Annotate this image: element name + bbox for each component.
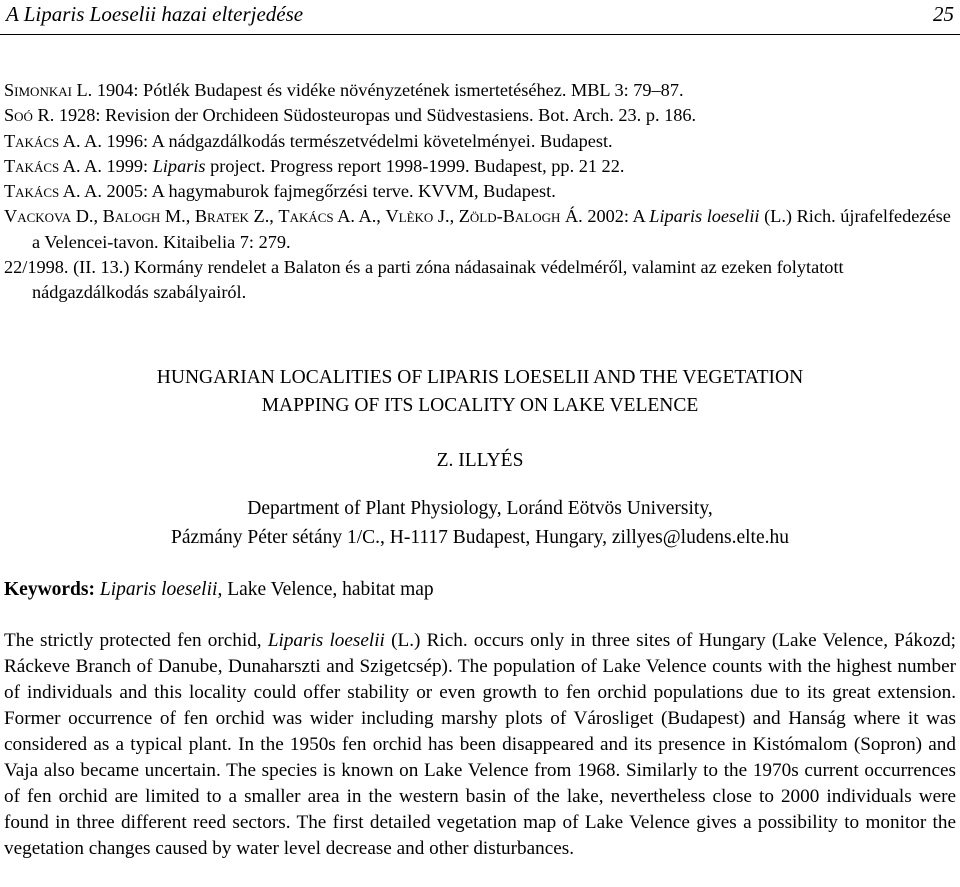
reference-text: Á. 2002: A: [560, 206, 650, 227]
reference-author: Takács: [4, 181, 60, 202]
reference-taxon: Liparis: [152, 155, 206, 176]
reference-text: D.,: [71, 206, 103, 227]
reference-text: A. A. 1999:: [59, 155, 153, 176]
abstract-part-1: The strictly protected fen orchid,: [4, 630, 268, 651]
reference-author: Zöld-Balogh: [458, 206, 561, 227]
reference-entry: [4, 129, 956, 154]
running-header: [0, 0, 960, 35]
abstract-part-2: (L.) Rich. occurs only in three sites of Hungary (Lake Velence, Pákozd; Ráckeve Branch of Danube, Dunaharszti and Szigetcsép). The population of Lake Velence counts with the highest number of individuals and this locality could offer stability or even growth to fen orchid populations due to its great extension. Former occurrence of fen orchid was wider including marshy plots of Városliget (Budapest) and Hanság where it was considered as a typical plant. In the 1950s fen orchid has been disappeared and its presence in Kistómalom (Sopron) and Vaja also became uncertain. The species is known on Lake Velence from 1968. Similarly to the 1970s current occurrences of fen orchid are limited to a smaller area in the western basin of the lake, nevertheless close to 2000 individuals were found in three different reed sectors. The first detailed vegetation map of Lake Velence gives a possibility to monitor the vegetation changes caused by water level decrease and other disturbances.: [4, 630, 957, 859]
reference-entry: [4, 204, 956, 255]
reference-author: Soó: [4, 105, 33, 126]
keywords-species: Liparis loeselii: [99, 579, 218, 600]
reference-author: Bratek: [194, 206, 249, 227]
running-title: A Liparis Loeselii hazai elterjedése: [6, 2, 304, 26]
article-title-line-1: HUNGARIAN LOCALITIES OF LIPARIS LOESELII AND THE VEGETATION: [156, 367, 804, 388]
reference-author: Simonkai: [4, 80, 72, 100]
keywords-rest: , Lake Velence, habitat map: [217, 579, 434, 600]
author-affiliation: [0, 494, 960, 552]
reference-author: Takács: [4, 155, 60, 176]
reference-entry: [4, 154, 956, 179]
reference-text: A. A. 2005: A hagymaburok fajmegőrzési terve. KVVM, Budapest.: [59, 181, 556, 202]
abstract-species: Liparis loeselii: [267, 630, 385, 651]
reference-author: Vlèko: [385, 206, 434, 227]
page-number: 25: [933, 2, 954, 26]
reference-text: (L.) Rich. újrafelfedezése a Velencei-tavon. Kitaibelia 7: 279.: [32, 206, 951, 252]
abstract-paragraph: [4, 628, 956, 862]
reference-text: M.,: [160, 206, 195, 227]
article-title-line-2: MAPPING OF ITS LOCALITY ON LAKE VELENCE: [261, 395, 699, 416]
reference-entry: [4, 255, 956, 306]
author-name: Z. ILLYÉS: [436, 450, 524, 471]
reference-text: J.,: [433, 206, 459, 227]
affiliation-line-1: Department of Plant Physiology, Loránd Eötvös University,: [247, 498, 713, 519]
reference-taxon: Liparis loeselii: [649, 206, 760, 227]
keywords-label: Keywords:: [4, 579, 95, 600]
reference-text: A. A. 1996: A nádgazdálkodás természetvédelmi követelményei. Budapest.: [59, 130, 613, 151]
reference-text: L. 1904: Pótlék Budapest és vidéke növényzetének ismertetéséhez. MBL 3: 79–87.: [71, 80, 684, 100]
reference-list: [4, 78, 956, 306]
reference-author: Balogh: [102, 206, 161, 227]
reference-entry: [4, 179, 956, 204]
reference-text: Z.,: [248, 206, 279, 227]
reference-entry: [4, 78, 956, 103]
reference-text: R. 1928: Revision der Orchideen Südosteuropas und Südvestasiens. Bot. Arch. 23. p. 186.: [32, 105, 697, 126]
affiliation-line-2: Pázmány Péter sétány 1/C., H-1117 Budapest, Hungary, zillyes@ludens.elte.hu: [171, 527, 789, 548]
reference-entry: [4, 103, 956, 128]
keywords-line: [4, 577, 434, 603]
reference-author: Takács: [278, 206, 334, 227]
reference-text: 22/1998. (II. 13.) Kormány rendelet a Balaton és a parti zóna nádasainak védelméről, valamint az ezeken folytatott nádgazdálkodás szabályairól.: [4, 257, 844, 303]
reference-author: Takács: [4, 130, 60, 151]
article-title: [0, 364, 960, 420]
reference-author: Vackova: [4, 206, 72, 227]
reference-text: A. A.,: [333, 206, 386, 227]
reference-text: project. Progress report 1998-1999. Budapest, pp. 21 22.: [205, 155, 625, 176]
